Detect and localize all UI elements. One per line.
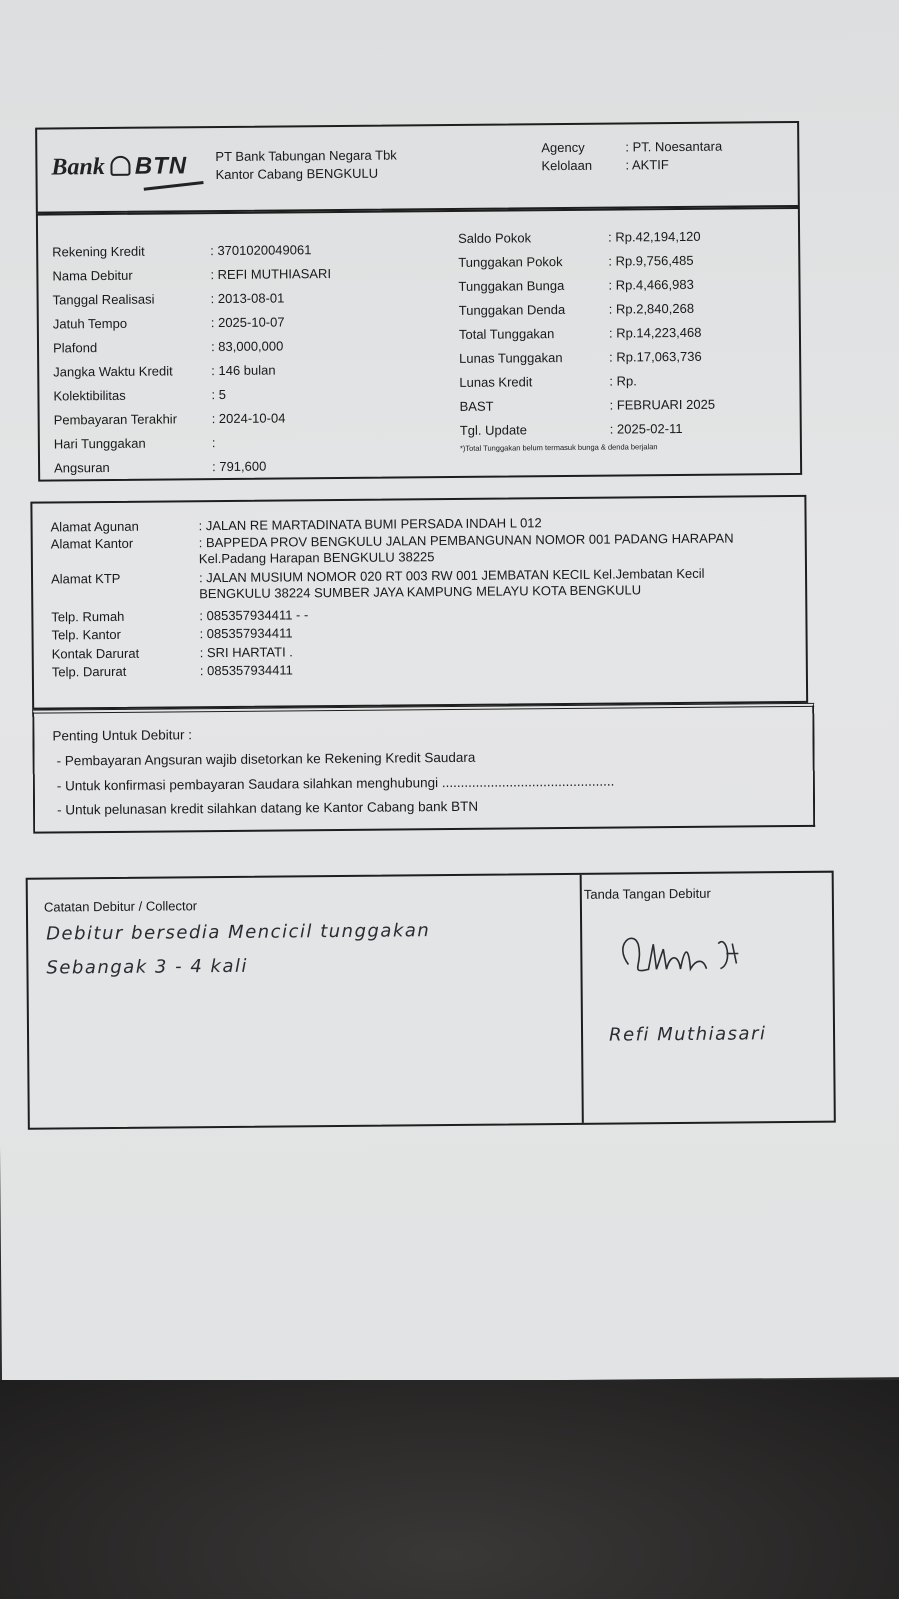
credit-fields-right — [458, 224, 715, 453]
field-value: : 2025-10-07 — [210, 313, 285, 330]
credit-fields-left — [52, 237, 333, 479]
kelolaan-label: Kelolaan — [541, 157, 593, 174]
agency-value: : PT. Noesantara — [625, 138, 723, 155]
signature-mark — [608, 923, 809, 985]
field-value: : 2025-02-11 — [609, 420, 683, 437]
agency-info — [541, 138, 722, 176]
notice-item: - Untuk pelunasan kredit silahkan datang ke Kantor Cabang bank BTN — [57, 798, 479, 818]
address-label: Alamat Kantor — [50, 535, 134, 551]
field-label: Nama Debitur — [52, 267, 133, 283]
field-value: : Rp.14,223,468 — [608, 324, 702, 341]
btn-emblem-icon — [111, 156, 131, 176]
field-label: Jangka Waktu Kredit — [53, 362, 173, 379]
kelolaan-value: : AKTIF — [625, 157, 669, 173]
field-value: : — [211, 434, 216, 450]
field-value: : Rp.17,063,736 — [609, 348, 702, 365]
field-value: : 5 — [211, 386, 226, 402]
handwritten-note-line: Sebangak 3 - 4 kali — [46, 955, 249, 979]
bank-name: PT Bank Tabungan Negara Tbk — [215, 147, 397, 165]
agency-label: Agency — [541, 139, 585, 156]
field-label: Rekening Kredit — [52, 243, 145, 259]
field-label: Lunas Kredit — [459, 373, 533, 390]
field-value: : REFI MUTHIASARI — [210, 265, 332, 282]
field-label: Pembayaran Terakhir — [53, 410, 178, 427]
field-label: Plafond — [52, 339, 98, 355]
field-label: Jatuh Tempo — [52, 315, 128, 331]
field-value: : Rp.42,194,120 — [608, 228, 701, 245]
address-box — [30, 495, 808, 710]
important-notice-box — [32, 703, 815, 834]
address-label: Telp. Kantor — [51, 626, 121, 643]
field-label: Total Tunggakan — [458, 325, 555, 342]
address-value: : 085357934411 — [199, 662, 293, 679]
field-label: Saldo Pokok — [458, 229, 532, 246]
address-label: Telp. Darurat — [51, 663, 127, 680]
handwritten-note-line: Debitur bersedia Mencicil tunggakan — [46, 920, 431, 945]
address-label: Telp. Rumah — [51, 608, 125, 624]
signature-name: Refi Muthiasari — [608, 1023, 767, 1046]
field-value: : FEBRUARI 2025 — [609, 396, 716, 413]
field-value: : 3701020049061 — [210, 241, 312, 258]
field-value: : 2013-08-01 — [210, 289, 285, 306]
field-value: : 2024-10-04 — [211, 409, 286, 426]
field-label: BAST — [459, 398, 494, 414]
address-value: : 085357934411 — [199, 625, 293, 642]
address-value: : JALAN RE MARTADINATA BUMI PERSADA INDAH L 012 — [198, 515, 542, 534]
bank-btn-logo: Bank BTN — [51, 152, 187, 181]
field-value: : Rp.2,840,268 — [608, 300, 695, 317]
address-value: : SRI HARTATI . — [199, 643, 293, 660]
credit-info-box — [36, 207, 802, 482]
branch-name: Kantor Cabang BENGKULU — [215, 165, 379, 183]
signature-title: Tanda Tangan Debitur — [583, 885, 711, 902]
notice-item: - Untuk konfirmasi pembayaran Saudara silahkan menghubungi .............................................. — [56, 773, 615, 793]
field-value: : Rp.9,756,485 — [608, 252, 694, 269]
footnote: *)Total Tunggakan belum termasuk bunga & denda berjalan — [459, 442, 658, 453]
field-label: Tunggakan Bunga — [458, 277, 565, 294]
notice-item: - Pembayaran Angsuran wajib disetorkan ke Rekening Kredit Saudara — [56, 749, 476, 769]
field-value: : Rp. — [609, 372, 637, 389]
background-surface — [0, 1380, 899, 1599]
field-value: : Rp.4,466,983 — [608, 276, 694, 293]
field-value: : 791,600 — [212, 458, 267, 474]
field-label: Tunggakan Denda — [458, 301, 566, 318]
notes-title: Catatan Debitur / Collector — [43, 898, 198, 915]
address-value: : 085357934411 - - — [199, 606, 309, 623]
field-value: : 83,000,000 — [210, 337, 284, 354]
field-label: Angsuran — [54, 459, 110, 475]
divider — [580, 875, 584, 1123]
field-label: Tunggakan Pokok — [458, 253, 563, 270]
address-label: Alamat Agunan — [50, 518, 139, 535]
notes-box — [26, 871, 836, 1130]
address-value: : BAPPEDA PROV BENGKULU JALAN PEMBANGUNAN NOMOR 001 PADANG HARAPAN Kel.Padang Harapan BENGKULU 38225 — [198, 530, 734, 567]
notice-title: Penting Untuk Debitur : — [52, 727, 193, 744]
field-label: Tgl. Update — [459, 421, 528, 438]
field-value: : 146 bulan — [211, 362, 276, 378]
field-label: Hari Tunggakan — [53, 435, 146, 451]
field-label: Lunas Tunggakan — [459, 349, 563, 366]
header-box — [35, 121, 800, 214]
field-label: Kolektibilitas — [53, 387, 126, 403]
address-label: Alamat KTP — [50, 570, 121, 586]
bank-info — [215, 146, 397, 184]
field-label: Tanggal Realisasi — [52, 291, 155, 307]
address-label: Kontak Darurat — [51, 645, 140, 661]
address-value: : JALAN MUSIUM NOMOR 020 RT 003 RW 001 JEMBATAN KECIL Kel.Jembatan Kecil BENGKULU 38224 SUMBER JAYA KAMPUNG MELAYU KOTA BENGKULU — [198, 565, 705, 602]
